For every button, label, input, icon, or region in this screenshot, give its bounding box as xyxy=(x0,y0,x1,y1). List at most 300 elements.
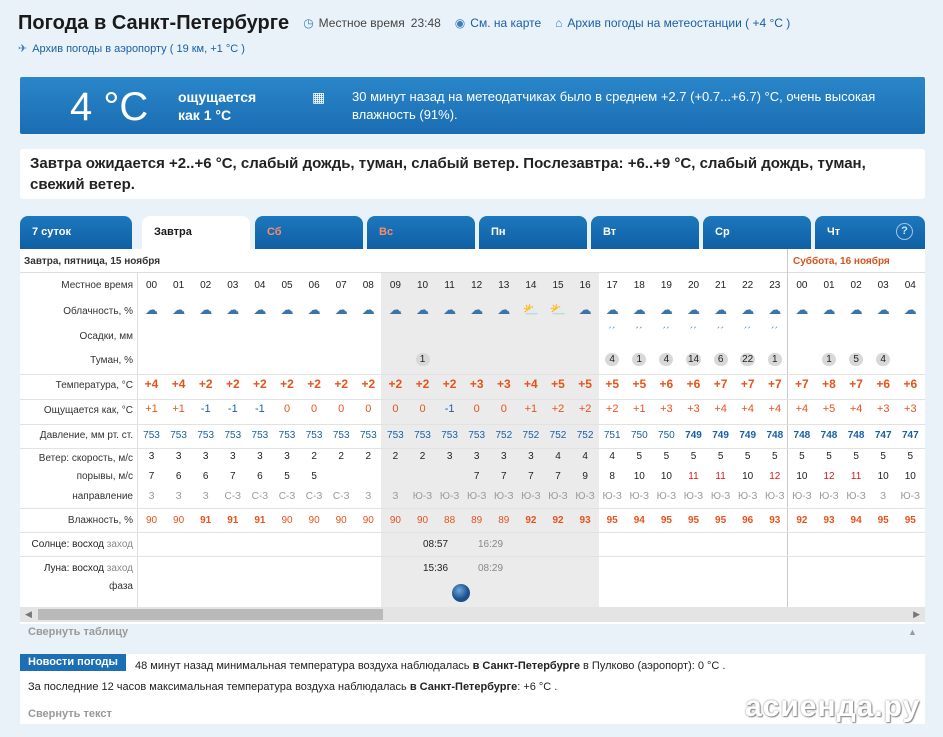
fog-cell xyxy=(816,353,843,366)
gust-cell: 8 xyxy=(609,471,615,482)
pressure-cell: 748 xyxy=(847,430,865,441)
feels-cell: +4 xyxy=(741,403,754,415)
pressure-cell: 750 xyxy=(630,430,648,441)
cloud-icon: ☁ xyxy=(714,302,728,317)
label-humidity: Влажность, % xyxy=(67,515,133,526)
tab-tue[interactable]: Вт xyxy=(591,216,699,249)
tab-tomorrow[interactable]: Завтра xyxy=(142,216,250,249)
direction-cell: Ю-З xyxy=(629,491,650,502)
humidity-cell: 92 xyxy=(552,515,564,526)
temp-cell: +4 xyxy=(171,377,186,391)
cloud-icon: ☁ xyxy=(416,302,429,317)
cloud-icon: ☁ xyxy=(768,302,782,317)
direction-cell: З xyxy=(202,491,209,502)
map-pin-icon: ◉ xyxy=(454,16,466,30)
sensor-message: 30 минут назад на метеодатчиках было в среднем +2.7 (+0.7...+6.7) °C, очень высокая влажность (91%). xyxy=(352,89,876,122)
direction-cell: Ю-З xyxy=(792,491,812,502)
gust-cell: 7 xyxy=(501,471,507,482)
gust-cell: 6 xyxy=(175,471,182,482)
wind-cell: 4 xyxy=(582,451,588,462)
gust-cell: 5 xyxy=(311,471,317,482)
news-line-1: 48 минут назад минимальная температура воздуха наблюдалась в Санкт-Петербурге в Пулково (аэропорт): 0 °C . xyxy=(135,660,726,672)
humidity-cell: 91 xyxy=(227,515,239,526)
fog-badge: 4 xyxy=(605,353,619,366)
tab-7-days[interactable]: 7 суток xyxy=(20,216,132,249)
help-icon[interactable]: ? xyxy=(896,223,913,240)
pressure-cell: 749 xyxy=(685,430,702,441)
cloud-icon: ☁ xyxy=(334,302,348,317)
current-temp: 4 °C xyxy=(70,85,149,129)
gust-cell: 10 xyxy=(796,471,808,482)
rain-icon: ´´ xyxy=(635,326,643,338)
temp-cell: +2 xyxy=(198,377,213,391)
wind-cell: 5 xyxy=(799,451,805,462)
temp-cell: +2 xyxy=(361,377,376,391)
gust-cell: 7 xyxy=(148,471,155,482)
fog-cell xyxy=(599,353,626,366)
hour-cell: 22 xyxy=(742,280,754,291)
watermark: асиенда.ру xyxy=(745,690,921,723)
airport-row[interactable] xyxy=(18,42,245,55)
humidity-cell: 95 xyxy=(660,515,672,526)
feels-cell: 0 xyxy=(365,403,372,415)
hour-cell: 01 xyxy=(173,280,185,291)
hour-cell: 07 xyxy=(335,280,347,291)
direction-cell: С-З xyxy=(251,491,269,502)
hour-cell: 05 xyxy=(281,280,293,291)
fog-cell xyxy=(653,353,680,366)
cloud-icon: ☁ xyxy=(226,302,240,317)
direction-cell: Ю-З xyxy=(683,491,704,502)
humidity-cell: 91 xyxy=(254,515,266,526)
pressure-cell: 749 xyxy=(739,430,757,441)
cloud-icon: ☁ xyxy=(632,302,646,317)
direction-cell: З xyxy=(148,491,155,502)
direction-cell: С-З xyxy=(278,491,296,502)
wind-cell: 5 xyxy=(880,451,886,462)
label-temp: Температура, °C xyxy=(55,380,133,391)
direction-cell: Ю-З xyxy=(412,491,433,502)
pressure-cell: 753 xyxy=(170,430,187,441)
page-title: Погода в Санкт-Петербурге xyxy=(18,11,290,34)
map-link-wrap[interactable] xyxy=(455,16,541,30)
humidity-cell: 95 xyxy=(606,515,618,526)
feels-cell: 0 xyxy=(473,403,480,415)
humidity-cell: 90 xyxy=(145,515,158,526)
wind-cell: 2 xyxy=(365,451,372,462)
temp-cell: +7 xyxy=(767,377,782,391)
cloud-icon: ☁ xyxy=(795,302,809,317)
temp-cell: +5 xyxy=(605,377,620,391)
fog-cell xyxy=(870,353,897,366)
pressure-cell: 753 xyxy=(441,430,458,441)
pressure-cell: 749 xyxy=(712,430,729,441)
day1-header: Завтра, пятница, 15 ноября xyxy=(24,256,161,267)
tab-thu[interactable]: Чт ? xyxy=(815,216,925,249)
gust-cell: 6 xyxy=(202,471,209,482)
collapse-arrow-icon[interactable]: ▲ xyxy=(908,627,917,637)
pressure-cell: 753 xyxy=(251,430,269,441)
day2-header: Суббота, 16 ноября xyxy=(793,256,890,267)
cloud-icon: ☁ xyxy=(443,302,457,317)
feels-cell: -1 xyxy=(227,403,238,415)
news-tab[interactable]: Новости погоды xyxy=(20,654,126,671)
temp-cell: +4 xyxy=(144,377,159,391)
map-link[interactable]: См. на карте xyxy=(470,16,542,30)
cloud-icon: ☁ xyxy=(741,302,755,317)
label-sun: Солнце: восход заход xyxy=(31,539,133,550)
cloud-icon: ☁ xyxy=(307,302,321,317)
building-icon: ▦ xyxy=(312,89,326,105)
wind-cell: 5 xyxy=(772,451,778,462)
pressure-cell: 752 xyxy=(495,430,513,441)
wind-cell: 3 xyxy=(175,451,182,462)
feels-cell: +4 xyxy=(768,403,782,415)
feels-cell: +3 xyxy=(904,403,917,415)
wind-cell: 3 xyxy=(148,451,155,462)
hour-cell: 08 xyxy=(362,280,374,291)
wind-cell: 3 xyxy=(528,451,534,462)
gust-cell: 6 xyxy=(257,471,263,482)
direction-cell: Ю-З xyxy=(548,491,568,502)
humidity-cell: 89 xyxy=(471,515,483,526)
clock-icon: ◷ xyxy=(303,16,314,30)
cloud-icon: ⛅ xyxy=(549,302,567,317)
direction-cell: Ю-З xyxy=(765,491,785,502)
direction-cell: З xyxy=(880,491,887,502)
pressure-cell: 752 xyxy=(576,430,594,441)
gust-cell: 9 xyxy=(582,471,588,482)
cloud-icon: ☁ xyxy=(903,302,917,317)
direction-cell: Ю-З xyxy=(494,491,514,502)
cloud-icon: ☁ xyxy=(145,302,158,317)
direction-cell: С-З xyxy=(305,491,323,502)
temp-cell: +2 xyxy=(307,377,321,391)
fog-cell xyxy=(409,353,436,366)
gust-cell: 10 xyxy=(742,471,754,482)
pressure-cell: 753 xyxy=(332,430,350,441)
temp-cell: +8 xyxy=(822,377,836,391)
tab-wed[interactable]: Ср xyxy=(703,216,811,249)
humidity-cell: 90 xyxy=(173,515,185,526)
fog-cell xyxy=(626,353,653,366)
feels-cell: +1 xyxy=(172,403,185,415)
temp-cell: +3 xyxy=(496,377,511,391)
feels-cell: 0 xyxy=(500,403,507,415)
fog-badge: 22 xyxy=(742,354,754,365)
feels-cell: -1 xyxy=(444,403,455,415)
temp-cell: +6 xyxy=(659,377,674,391)
fog-badge: 1 xyxy=(768,353,782,366)
tab-sun[interactable]: Вс xyxy=(367,216,475,249)
humidity-cell: 93 xyxy=(769,515,781,526)
wind-cell: 2 xyxy=(338,451,344,462)
direction-cell: Ю-З xyxy=(602,491,622,502)
wind-cell: 5 xyxy=(907,451,914,462)
direction-cell: Ю-З xyxy=(900,491,921,502)
feels-cell: +2 xyxy=(578,403,592,415)
rain-icon: ´´ xyxy=(771,326,779,338)
wind-cell: 3 xyxy=(501,451,507,462)
pressure-cell: 753 xyxy=(278,430,296,441)
scroll-thumb[interactable] xyxy=(38,609,383,620)
plane-icon: ✈ xyxy=(18,43,28,55)
cloud-icon: ☁ xyxy=(822,302,836,317)
humidity-cell: 95 xyxy=(877,515,889,526)
hour-cell: 17 xyxy=(606,280,618,291)
gust-cell: 11 xyxy=(688,471,699,482)
hour-cell: 21 xyxy=(715,280,727,291)
direction-cell: Ю-З xyxy=(819,491,839,502)
current-weather-panel xyxy=(20,77,925,134)
collapse-table-link[interactable]: Свернуть таблицу xyxy=(28,626,129,638)
feels-cell: +3 xyxy=(660,403,673,415)
label-phase: фаза xyxy=(109,581,133,592)
rain-icon: ´´ xyxy=(744,326,752,338)
temp-cell: +7 xyxy=(740,377,755,391)
wind-cell: 5 xyxy=(717,451,724,462)
house-icon: ⌂ xyxy=(555,16,563,30)
fog-badge: 1 xyxy=(416,353,430,366)
day-header-row xyxy=(20,249,925,273)
gust-cell: 7 xyxy=(473,471,480,482)
pressure-cell: 751 xyxy=(603,430,621,441)
hour-cell: 18 xyxy=(633,280,645,291)
label-moon: Луна: восход заход xyxy=(43,563,133,574)
hour-cell: 20 xyxy=(687,280,700,291)
hour-cell: 00 xyxy=(145,280,158,291)
hour-cell: 10 xyxy=(416,280,429,291)
feels-cell: +3 xyxy=(687,403,700,415)
cloud-icon: ☁ xyxy=(659,302,673,317)
fog-badge: 1 xyxy=(822,353,836,366)
cloud-icon: ☁ xyxy=(172,302,186,317)
cloud-icon: ☁ xyxy=(687,302,700,317)
wind-cell: 3 xyxy=(202,451,209,462)
temp-cell: +5 xyxy=(632,377,647,391)
pressure-cell: 748 xyxy=(793,430,811,441)
cloud-icon: ☁ xyxy=(470,302,484,317)
humidity-cell: 88 xyxy=(444,515,456,526)
page-header xyxy=(18,10,938,36)
cloud-icon: ☁ xyxy=(497,302,511,317)
pressure-cell: 747 xyxy=(874,430,892,441)
temp-cell: +2 xyxy=(280,377,294,391)
tab-mon[interactable]: Пн xyxy=(479,216,587,249)
direction-cell: Ю-З xyxy=(846,491,866,502)
fog-cell xyxy=(843,353,870,366)
wind-cell: 4 xyxy=(555,451,561,462)
collapse-text-link[interactable]: Свернуть текст xyxy=(28,708,112,720)
gust-cell: 11 xyxy=(850,471,862,482)
wind-cell: 4 xyxy=(609,451,615,462)
feels-cell: -1 xyxy=(255,403,265,415)
cloud-icon: ⛅ xyxy=(522,302,539,317)
label-cloud: Облачность, % xyxy=(63,306,133,317)
label-direction: направление xyxy=(72,491,133,502)
pressure-cell: 748 xyxy=(820,430,838,441)
gust-cell: 10 xyxy=(904,471,916,482)
humidity-cell: 89 xyxy=(498,515,510,526)
pressure-cell: 753 xyxy=(468,430,486,441)
wind-cell: 2 xyxy=(311,451,317,462)
hour-cell: 02 xyxy=(850,280,862,291)
feels-cell: +1 xyxy=(524,403,538,415)
hour-cell: 04 xyxy=(254,280,266,291)
rain-icon: ´´ xyxy=(716,326,725,338)
pressure-cell: 753 xyxy=(387,430,404,441)
gust-cell: 7 xyxy=(528,471,534,482)
temp-cell: +2 xyxy=(442,377,457,391)
wind-cell: 5 xyxy=(744,451,751,462)
humidity-cell: 91 xyxy=(200,515,212,526)
label-feels: Ощущается как, °C xyxy=(43,405,133,416)
humidity-cell: 90 xyxy=(308,515,320,526)
humidity-cell: 90 xyxy=(335,515,347,526)
wind-cell: 3 xyxy=(446,451,453,462)
sunrise-time: 08:57 xyxy=(423,539,449,550)
day-tabs xyxy=(20,216,925,249)
pressure-cell: 752 xyxy=(549,430,567,441)
table-cells xyxy=(138,273,925,607)
feels-cell: +1 xyxy=(633,403,646,415)
fog-badge: 4 xyxy=(876,353,890,366)
gust-cell: 12 xyxy=(769,471,781,482)
direction-cell: Ю-З xyxy=(656,491,677,502)
feels-cell: +3 xyxy=(876,403,890,415)
temp-cell: +5 xyxy=(578,377,592,391)
gust-cell: 12 xyxy=(823,471,835,482)
fog-badge: 14 xyxy=(687,354,700,365)
feels-cell: +5 xyxy=(822,403,836,415)
label-time: Местное время xyxy=(61,280,133,291)
hour-cell: 03 xyxy=(877,280,889,291)
temp-cell: +7 xyxy=(849,377,863,391)
temp-cell: +6 xyxy=(876,377,891,391)
fog-badge: 5 xyxy=(849,353,863,366)
local-time: ◷ Местное время 23:48 xyxy=(303,16,441,30)
fog-badge: 4 xyxy=(659,353,673,366)
hour-cell: 16 xyxy=(579,280,591,291)
moonrise-time: 15:36 xyxy=(423,563,449,574)
feels-cell: 0 xyxy=(392,403,399,415)
wind-cell: 3 xyxy=(473,451,480,462)
direction-cell: Ю-З xyxy=(710,491,731,502)
hour-cell: 19 xyxy=(660,280,672,291)
scroll-left-arrow[interactable]: ◀ xyxy=(25,609,32,619)
humidity-cell: 93 xyxy=(579,515,591,526)
moonset-time: 08:29 xyxy=(478,563,504,574)
feels-cell: +4 xyxy=(795,403,809,415)
hour-cell: 11 xyxy=(444,280,455,291)
direction-cell: Ю-З xyxy=(521,491,541,502)
feels-cell: +2 xyxy=(605,403,619,415)
sunset-time: 16:29 xyxy=(478,539,504,550)
feels-cell: +4 xyxy=(714,403,727,415)
fog-badge: 1 xyxy=(632,353,646,366)
label-pressure: Давление, мм рт. ст. xyxy=(39,430,133,441)
fog-badge: 6 xyxy=(714,353,728,366)
label-fog: Туман, % xyxy=(90,355,133,366)
humidity-cell: 92 xyxy=(525,515,537,526)
hour-cell: 06 xyxy=(308,280,320,291)
wind-cell: 5 xyxy=(636,451,643,462)
feels-cell: 0 xyxy=(311,403,318,415)
hour-cell: 14 xyxy=(525,280,537,291)
temp-cell: +2 xyxy=(388,377,403,391)
hour-cell: 02 xyxy=(200,280,212,291)
humidity-cell: 90 xyxy=(281,515,293,526)
hour-cell: 13 xyxy=(498,280,510,291)
temp-cell: +2 xyxy=(334,377,349,391)
airport-archive-link[interactable]: Архив погоды в аэропорту ( 19 км, +1 °C ) xyxy=(32,42,245,55)
news-line-2: За последние 12 часов максимальная температура воздуха наблюдалась в Санкт-Петербурге: +6 °C . xyxy=(28,681,558,693)
pressure-cell: 748 xyxy=(766,430,784,441)
pressure-cell: 753 xyxy=(305,430,323,441)
forecast-table xyxy=(20,249,925,624)
cloud-icon: ☁ xyxy=(578,302,592,317)
station-link-wrap[interactable] xyxy=(555,16,790,30)
feels-cell: 0 xyxy=(419,403,426,415)
direction-cell: Ю-З xyxy=(737,491,758,502)
gust-cell: 7 xyxy=(230,471,236,482)
pressure-cell: 753 xyxy=(414,430,431,441)
wind-cell: 3 xyxy=(257,451,263,462)
rain-icon: ´´ xyxy=(662,326,671,338)
wind-cell: 3 xyxy=(230,451,236,462)
temp-cell: +3 xyxy=(469,377,484,391)
hour-cell: 15 xyxy=(552,280,564,291)
pressure-cell: 753 xyxy=(359,430,377,441)
gust-cell: 5 xyxy=(284,471,290,482)
wind-cell: 3 xyxy=(284,451,290,462)
hour-cell: 23 xyxy=(769,280,781,291)
tab-sat[interactable]: Сб xyxy=(255,216,363,249)
temp-cell: +7 xyxy=(795,377,809,391)
hour-cell: 00 xyxy=(796,280,808,291)
station-archive-link[interactable]: Архив погоды на метеостанции ( +4 °C ) xyxy=(567,16,791,30)
label-gusts: порывы, м/с xyxy=(76,471,133,482)
humidity-cell: 95 xyxy=(687,515,700,526)
direction-cell: Ю-З xyxy=(439,491,460,502)
label-wind: Ветер: скорость, м/с xyxy=(38,453,133,464)
fog-cell xyxy=(761,353,788,366)
table-scrollbar[interactable] xyxy=(20,607,925,622)
feels-cell: 0 xyxy=(283,403,291,415)
cloud-icon: ☁ xyxy=(280,302,294,317)
humidity-cell: 92 xyxy=(796,515,808,526)
hour-cell: 03 xyxy=(227,280,239,291)
direction-cell: С-З xyxy=(332,491,350,502)
gust-cell: 10 xyxy=(877,471,889,482)
humidity-cell: 90 xyxy=(416,515,429,526)
gust-cell: 11 xyxy=(715,471,726,482)
gust-cell: 7 xyxy=(555,471,561,482)
hour-cell: 12 xyxy=(471,280,483,291)
label-precip: Осадки, мм xyxy=(79,331,133,342)
wind-cell: 5 xyxy=(663,451,670,462)
pressure-cell: 753 xyxy=(197,430,215,441)
cloud-icon: ☁ xyxy=(253,302,267,317)
direction-cell: Ю-З xyxy=(575,491,595,502)
direction-cell: З xyxy=(392,491,399,502)
hour-cell: 01 xyxy=(823,280,835,291)
hour-cell: 09 xyxy=(389,280,401,291)
feels-cell: +1 xyxy=(145,403,158,415)
temp-cell: +2 xyxy=(225,377,240,391)
scroll-right-arrow[interactable]: ▶ xyxy=(913,609,920,619)
humidity-cell: 96 xyxy=(742,515,754,526)
